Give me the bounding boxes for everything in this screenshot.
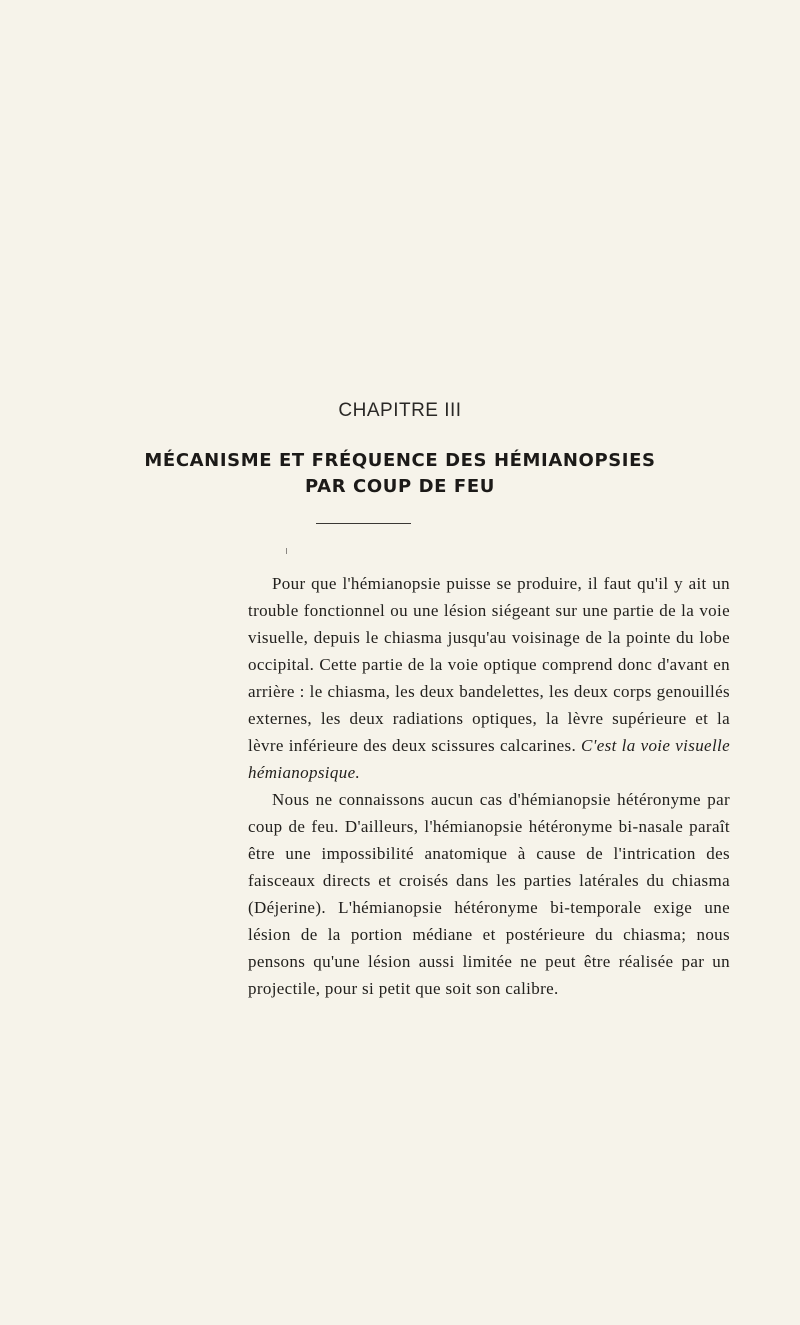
chapter-heading: CHAPITRE III	[338, 400, 462, 421]
paragraph-1	[248, 570, 730, 786]
body-text	[248, 570, 730, 1002]
print-speck	[286, 548, 287, 554]
paragraph-2: Nous ne connaissons aucun cas d'hémianopsie hétéronyme par coup de feu. D'ailleurs, l'hémianopsie hétéronyme bi-nasale paraît être une impossibilité anatomique à cause de l'intrication des faisceaux directs et croisés dans les parties latérales du chiasma (Déjerine). L'hémianopsie hétéronyme bi-temporale exige une lésion de la portion médiane et postérieure du chiasma; nous pensons qu'une lésion aussi limitée ne peut être réalisée par un projectile, pour si petit que soit son calibre.	[248, 790, 730, 998]
paragraph-1-italic: C'est la voie visuelle hémianopsique.	[248, 736, 730, 782]
chapter-title-line-1: MÉCANISME ET FRÉQUENCE DES HÉMIANOPSIES	[144, 450, 656, 471]
chapter-title	[0, 448, 800, 500]
title-divider	[316, 523, 411, 524]
paragraph-1-text: Pour que l'hémianopsie puisse se produire, il faut qu'il y ait un trouble fonctionnel ou une lésion siégeant sur une partie de la voie visuelle, depuis le chiasma jusqu'au voisinage de la pointe du lobe occipital. Cette partie de la voie optique comprend donc d'avant en arrière : le chiasma, les deux bandelettes, les deux corps genouillés externes, les deux radiations optiques, la lèvre supérieure et la lèvre inférieure des deux scissures calcarines.	[248, 574, 730, 755]
chapter-title-line-2: PAR COUP DE FEU	[305, 476, 495, 497]
